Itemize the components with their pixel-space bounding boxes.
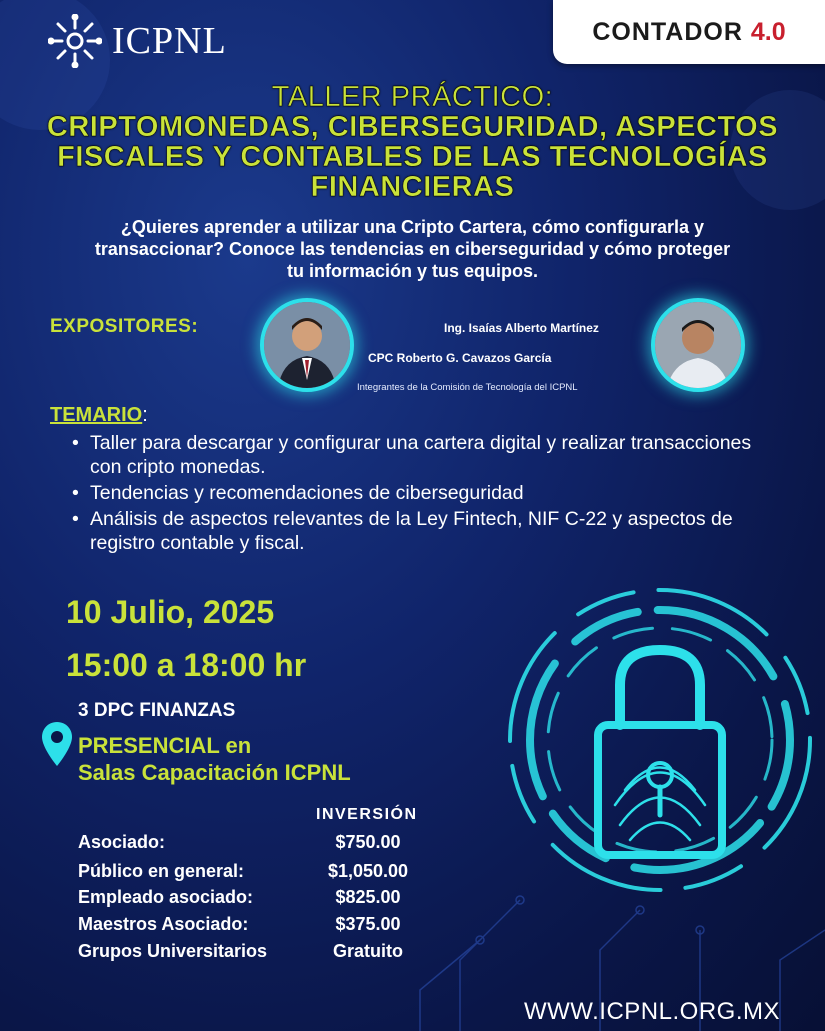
speaker-1-name: Ing. Isaías Alberto Martínez bbox=[444, 321, 599, 335]
price-label: Asociado: bbox=[78, 832, 166, 852]
price-row-universitarios bbox=[78, 941, 428, 962]
intro-text bbox=[40, 216, 785, 282]
intro-line-2: transaccionar? Conoce las tendencias en ciberseguridad y cómo proteger bbox=[94, 239, 731, 259]
venue-line-2: Salas Capacitación ICPNL bbox=[78, 760, 351, 785]
intro-line-1: ¿Quieres aprender a utilizar una Cripto Cartera, cómo configurarla y bbox=[120, 217, 705, 237]
speaker-2-name: CPC Roberto G. Cavazos García bbox=[368, 351, 552, 365]
title-line-3: FISCALES Y CONTABLES DE LAS TECNOLOGÍAS bbox=[57, 141, 768, 173]
temario-colon: : bbox=[142, 404, 148, 426]
person-icon bbox=[264, 302, 350, 388]
icpnl-logo bbox=[48, 14, 227, 68]
contador-badge bbox=[553, 0, 825, 64]
topics-list bbox=[70, 431, 770, 557]
venue bbox=[78, 732, 351, 786]
venue-line-1: PRESENCIAL en bbox=[78, 733, 252, 758]
logo-text: ICPNL bbox=[112, 20, 227, 62]
location-pin-icon bbox=[40, 720, 74, 768]
website-url[interactable]: WWW.ICPNL.ORG.MX bbox=[524, 998, 780, 1025]
price-label: Público en general: bbox=[78, 861, 245, 881]
title-line-1: TALLER PRÁCTICO: bbox=[271, 81, 554, 113]
sun-logo-icon bbox=[48, 14, 102, 68]
price-row-empleado bbox=[78, 887, 428, 908]
topic-item: • Taller para descargar y configurar una cartera digital y realizar transacciones con cripto monedas. bbox=[70, 431, 770, 479]
price-row-asociado bbox=[78, 832, 428, 853]
temario-label: TEMARIO bbox=[50, 404, 143, 426]
price-row-publico bbox=[78, 861, 428, 882]
workshop-title bbox=[20, 82, 805, 202]
price-row-maestros bbox=[78, 914, 428, 935]
speaker-photo-2 bbox=[651, 298, 745, 392]
price-value: $825.00 bbox=[335, 887, 401, 907]
price-value: $750.00 bbox=[335, 832, 401, 852]
person-icon bbox=[655, 302, 741, 388]
event-date: 10 Julio, 2025 bbox=[66, 594, 275, 630]
title-line-2: CRIPTOMONEDAS, CIBERSEGURIDAD, ASPECTOS bbox=[46, 111, 779, 143]
speakers-label: EXPOSITORES: bbox=[50, 316, 199, 337]
badge-text: CONTADOR bbox=[592, 17, 743, 46]
title-line-4: FINANCIERAS bbox=[310, 171, 515, 203]
speaker-photo-1 bbox=[260, 298, 354, 392]
price-value: $375.00 bbox=[335, 914, 401, 934]
dpc-credits: 3 DPC FINANZAS bbox=[78, 700, 236, 721]
topic-item: • Tendencias y recomendaciones de ciberseguridad bbox=[70, 481, 770, 505]
price-label: Grupos Universitarios bbox=[78, 941, 268, 961]
padlock-icon bbox=[500, 575, 825, 895]
event-time: 15:00 a 18:00 hr bbox=[66, 647, 307, 683]
price-value: $1,050.00 bbox=[327, 861, 409, 881]
investment-header: INVERSIÓN bbox=[316, 806, 418, 823]
price-value: Gratuito bbox=[333, 941, 403, 961]
intro-line-3: tu información y tus equipos. bbox=[286, 261, 538, 281]
badge-version: 4.0 bbox=[750, 17, 786, 46]
price-label: Maestros Asociado: bbox=[78, 914, 249, 934]
speakers-note: Integrantes de la Comisión de Tecnología del ICPNL bbox=[357, 382, 578, 393]
temario-heading bbox=[50, 404, 148, 427]
topic-item: • Análisis de aspectos relevantes de la Ley Fintech, NIF C-22 y aspectos de registro contable y fiscal. bbox=[70, 507, 770, 555]
price-label: Empleado asociado: bbox=[78, 887, 254, 907]
